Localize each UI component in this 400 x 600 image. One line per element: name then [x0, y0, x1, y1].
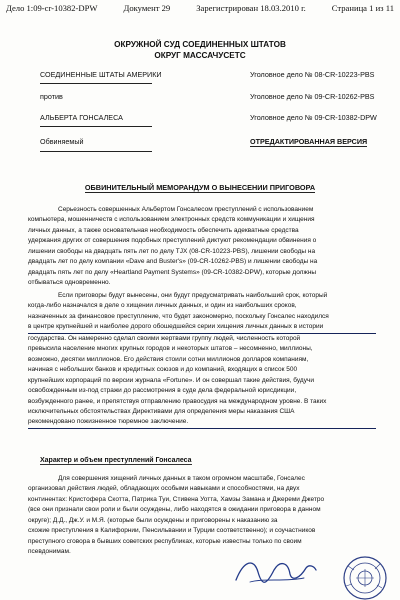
text-line: освобожденным из-под стражи до рассмотрения в суде дела федеральной юрисдикции,: [28, 387, 297, 395]
official-seal-stamp: [330, 552, 400, 600]
page-header: [6, 3, 394, 13]
text-line: рекомендовано пожизненное тюремное заключение.: [28, 417, 376, 428]
paragraph-scope: [28, 474, 376, 558]
memorandum-title: ОБВИНИТЕЛЬНЫЙ МЕМОРАНДУМ О ВЫНЕСЕНИИ ПРИГОВОРА: [84, 183, 316, 192]
court-district: ОКРУГ МАССАЧУСЕТС: [154, 51, 246, 60]
case-number: Дело 1:09-cr-10382-DPW: [6, 3, 98, 13]
text-line: Если приговоры будут вынесены, они будут предусматривать наибольший срок, который: [58, 292, 328, 299]
text-line: организовал действия людей, обладающих особыми навыками и способностями, на двух: [28, 485, 300, 493]
page-number: Страница 1 из 11: [331, 3, 394, 13]
section-heading: Характер и объем преступлений Гонсалеса: [40, 457, 192, 464]
text-line: лишении свободы на двадцать пять лет по делу TJX (08-CR-10223-PBS), лишении свободы на: [28, 247, 316, 255]
case-number-2: Уголовное дело № 09-CR-10262-PBS: [250, 92, 375, 101]
text-line: (все они признали свои роли и были осуждены, либо находятся в ожидании приговора в данном: [28, 506, 321, 514]
handwritten-signature: [230, 552, 320, 592]
text-line: преступного сговора в бывших советских республиках, которые известны только по своим: [28, 537, 302, 545]
text-line: возбужденного ранее, и препятствуя отправлению правосудия на международном уровне. В таких: [28, 397, 327, 405]
text-line: личных данных, а также основательная необходимость обеспечить адекватные средства: [28, 226, 299, 234]
defendant-name: АЛЬБЕРТА ГОНСАЛЕСА: [40, 113, 123, 122]
registration-date: Зарегистрирован 18.03.2010 г.: [196, 3, 306, 13]
text-line: крупнейших корпораций по версии журнала «Fortune». И он совершал такие действия, будучи: [28, 376, 314, 384]
redacted-version-label: ОТРЕДАКТИРОВАННАЯ ВЕРСИЯ: [250, 137, 368, 146]
text-line: Серьезность совершенных Альбертом Гонсалесом преступлений с использованием: [58, 206, 314, 213]
text-line: в центре крупнейшей и наиболее дорого обошедшейся серии хищения личных данных в истории: [28, 322, 376, 333]
text-line: схожие преступления в Калифорнии, Пенсильвании и Турции соответственно); и соучастников: [28, 527, 316, 535]
text-line: государства. Он намеренно сделал своими жертвами группу людей, численность которой: [28, 334, 301, 342]
versus-label: против: [40, 92, 63, 101]
case-number-1: Уголовное дело № 08-CR-10223-PBS: [250, 70, 375, 79]
court-name: ОКРУЖНОЙ СУД СОЕДИНЕННЫХ ШТАТОВ: [114, 40, 286, 49]
text-line: отбываться одновременно.: [28, 279, 111, 287]
text-line: континентах: Кристофера Скотта, Патрика Туи, Стивена Уотта, Хамзы Замана и Джереми Джетро: [28, 495, 325, 503]
case-number-3: Уголовное дело № 09-CR-10382-DPW: [250, 113, 377, 122]
text-line: начиная с небольших банков и кредитных союзов и до компаний, входящих в список 500: [28, 366, 298, 374]
text-line: когда-либо назначался в деле о хищении личных данных, и один из наибольших сроков,: [28, 302, 297, 310]
text-line: псевдонимам.: [28, 548, 71, 556]
text-line: округе); Д.Д., Дж.У. и М.Я. (которые были осуждены и приговорены к наказанию за: [28, 516, 278, 524]
text-line: превысила население многих крупных городов и некоторых штатов – несомненно, миллионы,: [28, 345, 313, 353]
document-number: Документ 29: [123, 3, 171, 13]
text-line: компьютера, мошенничеств с использованием электронных средств коммуникации и хищения: [28, 216, 315, 224]
text-line: удержания других от совершения подобных преступлений диктуют рекомендации обвинения о: [28, 237, 317, 245]
text-line: назначенных за финансовое преступление, что будет закономерно, поскольку Гонсалес находился: [28, 312, 329, 320]
text-line: Для совершения хищений личных данных в таком огромном масштабе, Гонсалес: [58, 475, 305, 482]
text-line: двадцать пять лет по делу «Heartland Payment Systems» (09-CR-10382-DPW), которые должны: [28, 268, 317, 276]
text-line: исключительных обстоятельствах Директивами для определения меры наказания США: [28, 407, 295, 415]
text-line: возможно, десятки миллионов. Его действия стоили сотни миллионов долларов компаниям,: [28, 355, 309, 363]
paragraph-sentences: [28, 291, 376, 429]
defendant-role: Обвиняемый: [40, 137, 84, 146]
caption-rule-3: [40, 151, 152, 152]
plaintiff-name: СОЕДИНЕННЫЕ ШТАТЫ АМЕРИКИ: [40, 70, 162, 79]
text-line: двадцать лет по делу компании «Dave and Buster's» (09-CR-10262-PBS) и лишении свободы на: [28, 258, 318, 266]
caption-rule-1: [40, 83, 152, 84]
paragraph-seriousness: [28, 205, 376, 289]
caption-rule-2: [40, 126, 152, 127]
